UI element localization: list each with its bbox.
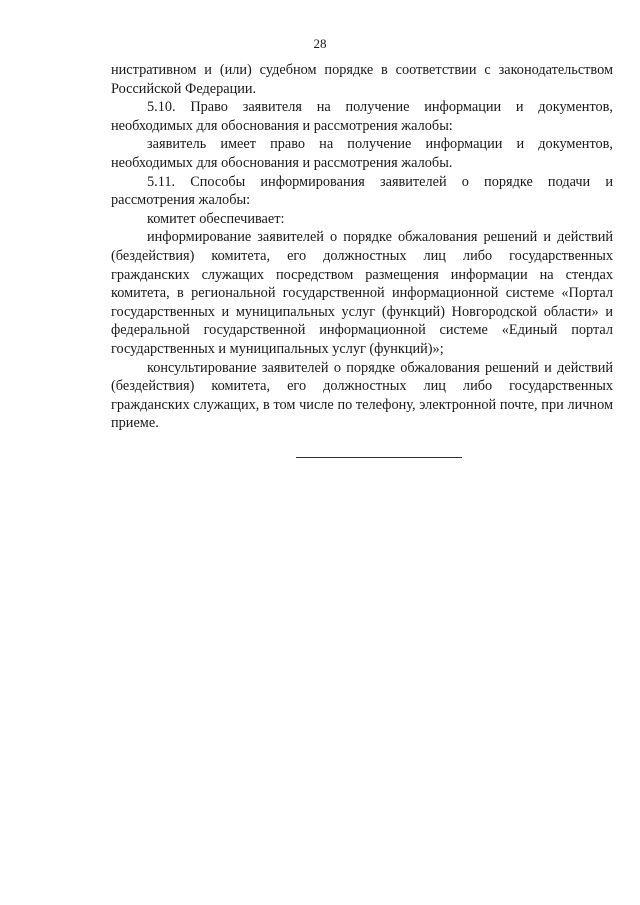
page-number: 28 [313, 36, 327, 51]
paragraph-continuation: нистративном и (или) судебном порядке в соответствии с законодательством Российской Федерации. [111, 62, 613, 97]
end-separator-line [296, 457, 462, 458]
paragraph-5-10-heading: 5.10. Право заявителя на получение информации и документов, необходимых для обоснования и рассмотрения жалобы: [111, 99, 613, 134]
paragraph-committee-provides: комитет обеспечивает: [147, 210, 285, 227]
paragraph-5-11-heading: 5.11. Способы информирования заявителей о порядке подачи и рассмотрения жалобы: [111, 173, 613, 209]
paragraph-consulting: консультирование заявителей о порядке обжалования решений и действий (бездействия) комитета, его должностных лиц либо государственных гражданских служащих, в том числе по телефону, электронной почте, при личном приеме. [111, 359, 613, 432]
paragraph-5-10-body: заявитель имеет право на получение информации и документов, необходимых для обоснования и рассмотрения жалобы. [111, 136, 613, 171]
paragraph-informing: информирование заявителей о порядке обжалования решений и действий (бездействия) комитета, его должностных лиц либо государственных гражданских служащих посредством размещения информации на стендах комитета, в региональной государственной информационной системе «Портал государственных и муниципальных услуг (функций) Новгородской области» и федеральной государственной информационной системе «Единый портал государственных и муниципальных услуг (функций)»; [111, 229, 613, 357]
document-body [111, 61, 613, 433]
